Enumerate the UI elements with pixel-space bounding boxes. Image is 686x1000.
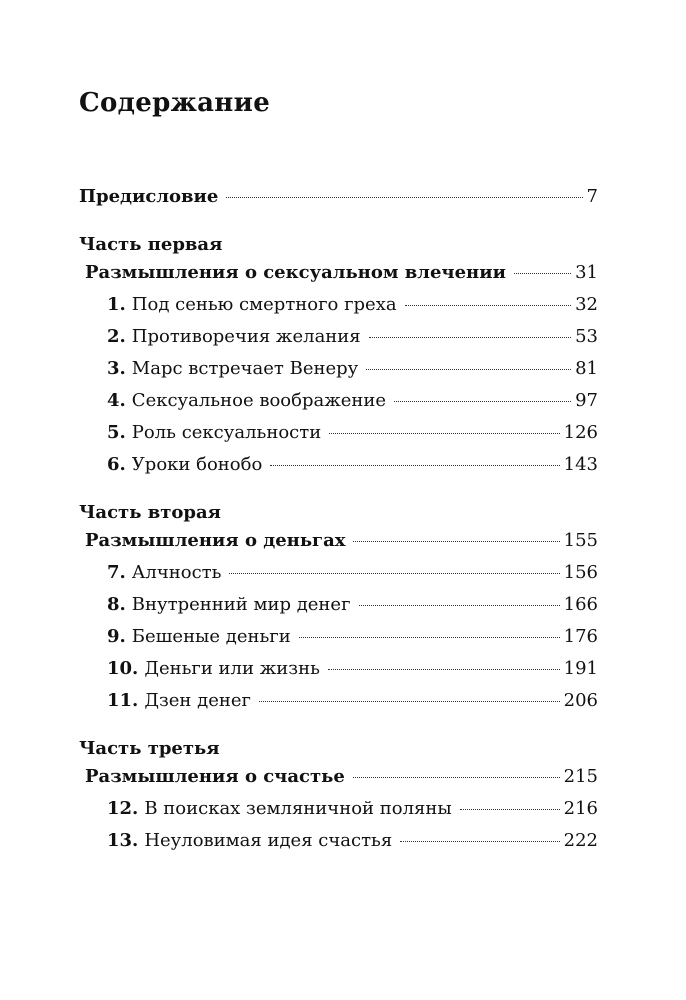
toc-entry-chapter [107, 390, 598, 414]
dot-leader [259, 701, 560, 702]
chapter-number: 6. [107, 454, 126, 475]
toc-entry-part [85, 530, 598, 554]
dot-leader [353, 541, 559, 542]
toc-entry-title: Размышления о деньгах [85, 530, 346, 551]
dot-leader [366, 369, 571, 370]
chapter-number: 3. [107, 358, 126, 379]
toc-entry-preface [79, 186, 598, 210]
toc-entry-page: 31 [575, 262, 598, 283]
toc-entry-page: 53 [575, 326, 598, 347]
part-label: Часть вторая [79, 502, 221, 523]
chapter-number: 11. [107, 690, 139, 711]
dot-leader [359, 605, 560, 606]
toc-entry-title: Сексуальное воображение [131, 390, 387, 411]
toc-entry-chapter [107, 658, 598, 682]
dot-leader [400, 841, 559, 842]
toc-entry-title: Противоречия желания [131, 326, 361, 347]
toc-entry-page: 81 [575, 358, 598, 379]
dot-leader [460, 809, 560, 810]
part-label: Часть первая [79, 234, 223, 255]
toc-entry-page: 222 [563, 830, 598, 851]
toc-entry-chapter [107, 294, 598, 318]
chapter-number: 12. [107, 798, 139, 819]
dot-leader [394, 401, 571, 402]
toc-entry-page: 97 [575, 390, 598, 411]
toc-entry-chapter [107, 626, 598, 650]
toc-entry-chapter [107, 358, 598, 382]
dot-leader [405, 305, 572, 306]
toc-entry-page: 206 [563, 690, 598, 711]
chapter-number: 9. [107, 626, 126, 647]
dot-leader [369, 337, 571, 338]
toc-entry-title: Внутренний мир денег [131, 594, 351, 615]
toc-entry-chapter [107, 454, 598, 478]
part-label: Часть третья [79, 738, 220, 759]
toc-entry-page: 143 [563, 454, 598, 475]
toc-entry-chapter [107, 690, 598, 714]
chapter-number: 4. [107, 390, 126, 411]
chapter-number: 10. [107, 658, 139, 679]
toc-entry-page: 176 [563, 626, 598, 647]
dot-leader [270, 465, 559, 466]
toc-entry-chapter [107, 830, 598, 854]
toc-entry-part [85, 766, 598, 790]
toc-entry-title: Размышления о счастье [85, 766, 345, 787]
toc-entry-title: Марс встречает Венеру [131, 358, 359, 379]
toc-entry-title: Бешеные деньги [131, 626, 291, 647]
toc-entry-title: Алчность [131, 562, 222, 583]
toc-entry-chapter [107, 422, 598, 446]
toc-entry-title: Роль сексуальности [131, 422, 322, 443]
toc-entry-page: 215 [563, 766, 598, 787]
dot-leader [299, 637, 560, 638]
chapter-number: 2. [107, 326, 126, 347]
dot-leader [328, 669, 560, 670]
page-title: Содержание [79, 88, 271, 118]
dot-leader [353, 777, 560, 778]
toc-entry-page: 126 [563, 422, 598, 443]
toc-entry-chapter [107, 798, 598, 822]
toc-entry-title: Предисловие [79, 186, 219, 207]
chapter-number: 7. [107, 562, 126, 583]
toc-entry-title: Уроки бонобо [131, 454, 263, 475]
toc-entry-page: 7 [586, 186, 598, 207]
dot-leader [226, 197, 582, 198]
toc-entry-chapter [107, 326, 598, 350]
toc-entry-page: 156 [563, 562, 598, 583]
toc-entry-title: Неуловимая идея счастья [144, 830, 393, 851]
dot-leader [514, 273, 571, 274]
toc-entry-title: Под сенью смертного греха [131, 294, 397, 315]
chapter-number: 1. [107, 294, 126, 315]
toc-entry-chapter [107, 594, 598, 618]
toc-entry-page: 216 [563, 798, 598, 819]
toc-entry-chapter [107, 562, 598, 586]
dot-leader [229, 573, 559, 574]
chapter-number: 8. [107, 594, 126, 615]
toc-entry-page: 191 [563, 658, 598, 679]
toc-entry-title: Дзен денег [144, 690, 251, 711]
toc-entry-title: Деньги или жизнь [144, 658, 320, 679]
toc-entry-page: 32 [575, 294, 598, 315]
toc-entry-part [85, 262, 598, 286]
toc-entry-title: Размышления о сексуальном влечении [85, 262, 506, 283]
toc-entry-title: В поисках земляничной поляны [144, 798, 452, 819]
chapter-number: 5. [107, 422, 126, 443]
toc-entry-page: 155 [563, 530, 598, 551]
chapter-number: 13. [107, 830, 139, 851]
toc-entry-page: 166 [563, 594, 598, 615]
dot-leader [329, 433, 559, 434]
